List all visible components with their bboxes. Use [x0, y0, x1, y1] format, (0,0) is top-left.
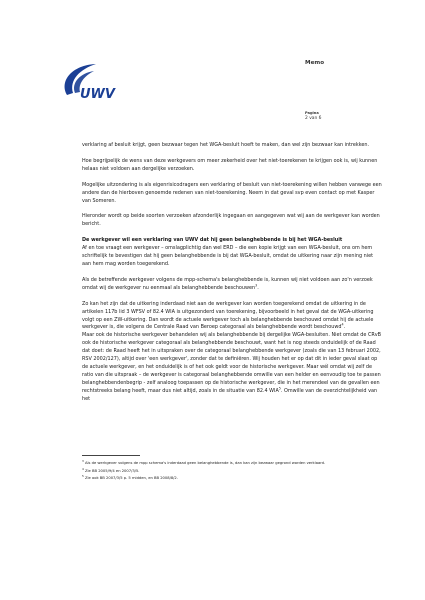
footnote-ref: 3: [255, 283, 258, 288]
section-heading: De werkgever wil een verklaring van UWV dat hij geen belanghebbende is bij het WGA-besluit: [82, 237, 343, 244]
page-number: 2 van 6: [305, 116, 322, 121]
paragraph-text: .: [343, 324, 346, 331]
paragraph-text: Als de betreffende werkgever volgens de mpp-schema's belanghebbende is, kunnen wij niet voldoen aan zo'n verzoek omdat wij de werkgever nu eenmaal als belanghebbende beschouwen: [82, 276, 373, 291]
footnote-number: 3: [82, 459, 84, 463]
paragraph-text: . Omwille van de overzichtelijkheid van het: [82, 387, 378, 402]
paragraph-text: .: [257, 284, 259, 291]
paragraph: Hieronder wordt op beide soorten verzoeken afzonderlijk ingegaan en aangegeven wat wij aan de werkgever kan worden bericht.: [82, 213, 380, 228]
footnote: [82, 466, 382, 475]
paragraph-text: Zo kan het zijn dat de uitkering inderdaad niet aan de werkgever kan worden toegerekend omdat de uitkering in de artikelen 117b lid 3 WFSV of 82.4 WIA is uitgezonderd van toerekening, bijvoorbeeld in het geval dat de WGA-uitkering volgt op een ZW-uitkering. Dan wordt de actuele werkgever toch als belanghebbende beschouwd omdat hij de actuele werkgever is, die volgens de Centrale Raad van Beroep categoraal als belanghebbende wordt beschouwd: [82, 300, 374, 331]
footnote-number: 4: [82, 466, 84, 471]
paragraph: Af en toe vraagt een werkgever – omslagplichtig dan wel ERD – die een kopie krijgt van een WGA-besluit, ons om hem schriftelijk te bevestigen dat hij geen belanghebbende is bij dat WGA-besluit, omdat de uitkering naar zijn mening niet aan hem mag worden toegerekend.: [82, 245, 373, 267]
uwv-logo: [58, 62, 122, 102]
page-label: Pagina: [305, 111, 319, 115]
footnote-divider: [82, 455, 140, 456]
doc-type-label: Memo: [305, 60, 325, 66]
footnote-text: Als de werkgever volgens de mpp schema's inderdaad geen belanghebbende is, dan kan zijn bezwaar gegrond worden verklaard.: [84, 461, 326, 466]
paragraph: verklaring af besluit krijgt, geen bezwaar tegen het WGA-besluit hoeft te maken, dan wel zijn bezwaar kan intrekken.: [82, 142, 370, 148]
paragraph: [82, 301, 382, 333]
footnote-text: Zie ook BB 2007/3/5 p. 5 midden, en BB 2008/8/2.: [84, 476, 178, 481]
paragraph: [82, 332, 382, 403]
footnote: [82, 461, 382, 467]
paragraph: [82, 277, 382, 293]
footnote-ref: 5: [278, 386, 281, 391]
footnotes: [82, 455, 382, 484]
footnote: [82, 476, 382, 482]
paragraph: Hoe begrijpelijk de wens van deze werkgevers om meer zekerheid over het niet-toerekenen te krijgen ook is, wij kunnen helaas niet voldoen aan dergelijke verzoeken.: [82, 157, 378, 172]
paragraph-text: Maar ook de historische werkgever behandelen wij als belanghebbende bij dergelijke WGA-besluiten. Niet omdat de CRvB ook de historische werkgever categoraal als belanghebbende beschouwt, want het is nog steeds onduidelijk of de Raad dat doet: de Raad heeft het in uitspraken over de categoraal belanghebbende werkgever (zoals die van 13 februari 2002, RSV 2002/127), altijd over 'een werkgever', zonder dat te definiëren. Wij houden het er op dat dit in ieder geval slaat op de actuele werkgever, en het onduidelijk is of het ook geldt voor de historische werkgever. Maar wél omdat wij zelf de ratio van die uitspraak – de werkgever is categoraal belanghebbende omwille van een helder en eenvoudig toe te passen belanghebbendenbegrip - zelf analoog toepassen op de historische werkgever, die in het merendeel van de gevallen een rechtstreeks belang heeft, maar dus niet altijd, zoals in de situatie van 82.4 WIA: [82, 332, 382, 394]
logo-text: UWV: [80, 87, 115, 102]
footnote-number: 5: [82, 474, 84, 479]
paragraph: Mogelijke uitzondering is als eigenrisicodragers een verklaring of besluit van niet-toerekening willen hebben vanwege een andere dan de hierboven genoemde redenen van niet-toerekening. Neem in dat geval svp even contact op met Kasper van Someren.: [82, 181, 382, 204]
footnote-text: Zie BB 2005/9/4 en 2007/3/5.: [84, 468, 140, 473]
memo-body: [82, 142, 382, 411]
footnote-ref: 4: [341, 322, 344, 327]
